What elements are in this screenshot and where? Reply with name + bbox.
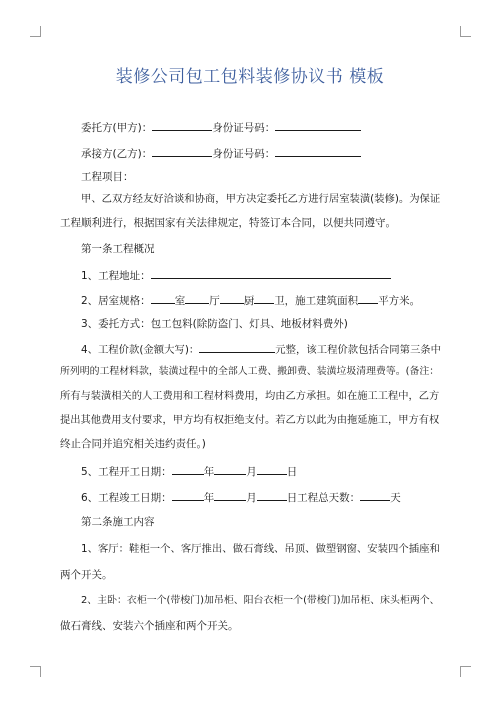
address-label: 1、工程地址：: [81, 270, 151, 282]
hall-blank: [185, 292, 209, 304]
party-a-blank: [152, 119, 212, 131]
party-b-id-label: 身份证号码：: [212, 148, 276, 160]
end-day-total: 日工程总天数：: [286, 492, 361, 504]
start-month: 月: [246, 466, 257, 478]
start-date-line: [81, 463, 297, 479]
room-blank: [151, 292, 175, 304]
spec-room: 室: [174, 295, 186, 307]
start-month-blank: [214, 463, 246, 475]
end-days: 天: [390, 492, 401, 504]
price-line: [81, 341, 441, 357]
end-day-blank: [257, 489, 287, 501]
price-line-5: 终止合同并追究相关违约责任。): [60, 438, 206, 450]
address-blank: [151, 267, 391, 279]
spec-prefix: 2、居室规格：: [81, 295, 151, 307]
address-line: [81, 267, 391, 283]
start-day: 日: [286, 466, 298, 478]
party-a-line: [81, 119, 361, 135]
price-suffix: 元整，该工程价款包括合同第三条中: [275, 344, 442, 356]
party-b-id-blank: [275, 145, 361, 157]
price-blank: [199, 341, 275, 353]
document-title: 装修公司包工包料装修协议书 模板: [115, 67, 385, 87]
end-date-line: [81, 489, 401, 505]
party-a-id-blank: [275, 119, 361, 131]
total-days-blank: [360, 489, 390, 501]
crop-mark-bottom-right: [460, 666, 471, 677]
intro-line-1: 甲、乙双方经友好洽谈和协商，甲方决定委托乙方进行居室装潢(装修)。为保证: [81, 193, 441, 205]
area-blank: [358, 292, 378, 304]
start-year-blank: [172, 463, 204, 475]
spec-unit: 平方米。: [378, 295, 421, 307]
price-prefix: 4、工程价款(金额大写)：: [81, 344, 200, 356]
party-a-id-label: 身份证号码：: [212, 122, 276, 134]
spec-kitchen: 厨: [243, 295, 255, 307]
section-2-title: 第二条施工内容: [81, 516, 155, 528]
end-year-blank: [172, 489, 204, 501]
price-line-3: 所有与装潢相关的人工费用和工程材料费用，均由乙方承担。如在施工工程中，乙方: [60, 390, 440, 402]
price-line-2: 所列明的工程材料款，装潢过程中的全部人工费、搬卸费、装潢垃圾清理费等。(备注：: [60, 366, 440, 377]
party-b-label: 承接方(乙方)：: [81, 148, 153, 160]
kitchen-blank: [220, 292, 244, 304]
start-year: 年: [203, 466, 215, 478]
bath-blank: [254, 292, 274, 304]
party-b-blank: [152, 145, 212, 157]
party-a-label: 委托方(甲方)：: [81, 122, 153, 134]
end-year: 年: [203, 492, 215, 504]
item-2-line-1: 2、主卧：衣柜一个(带梭门)加吊柜、阳台衣柜一个(带梭门)加吊柜、床头柜两个、: [81, 595, 440, 606]
crop-mark-top-right: [460, 26, 471, 37]
start-prefix: 5、工程开工日期：: [81, 466, 172, 478]
item-1-line-1: 1、客厅：鞋柜一个、客厅推出、做石膏线、吊顶、做塑钢窗、安装四个插座和: [81, 543, 440, 555]
section-1-title: 第一条工程概况: [81, 243, 155, 255]
start-day-blank: [257, 463, 287, 475]
party-b-line: [81, 145, 361, 161]
end-month-blank: [214, 489, 246, 501]
item-2-line-2: 做石膏线、安装六个插座和两个开关。: [60, 620, 239, 632]
price-line-4: 提出其他费用支付要求，甲方均有权拒绝支付。若乙方以此为由拖延施工，甲方有权: [60, 414, 440, 426]
spec-bath: 卫，施工建筑面积: [274, 295, 359, 307]
end-prefix: 6、工程竣工日期：: [81, 492, 172, 504]
crop-mark-top-left: [30, 26, 41, 37]
project-label: 工程项目：: [81, 171, 134, 183]
end-month: 月: [246, 492, 257, 504]
intro-line-2: 工程顺利进行，根据国家有关法律规定，特签订本合同，以便共同遵守。: [60, 217, 396, 229]
mode-line: 3、委托方式：包工包料(除防盗门、灯具、地板材料费外): [81, 318, 348, 330]
crop-mark-bottom-left: [30, 666, 41, 677]
spec-line: [81, 292, 420, 308]
spec-hall: 厅: [209, 295, 220, 307]
item-1-line-2: 两个开关。: [60, 569, 113, 581]
